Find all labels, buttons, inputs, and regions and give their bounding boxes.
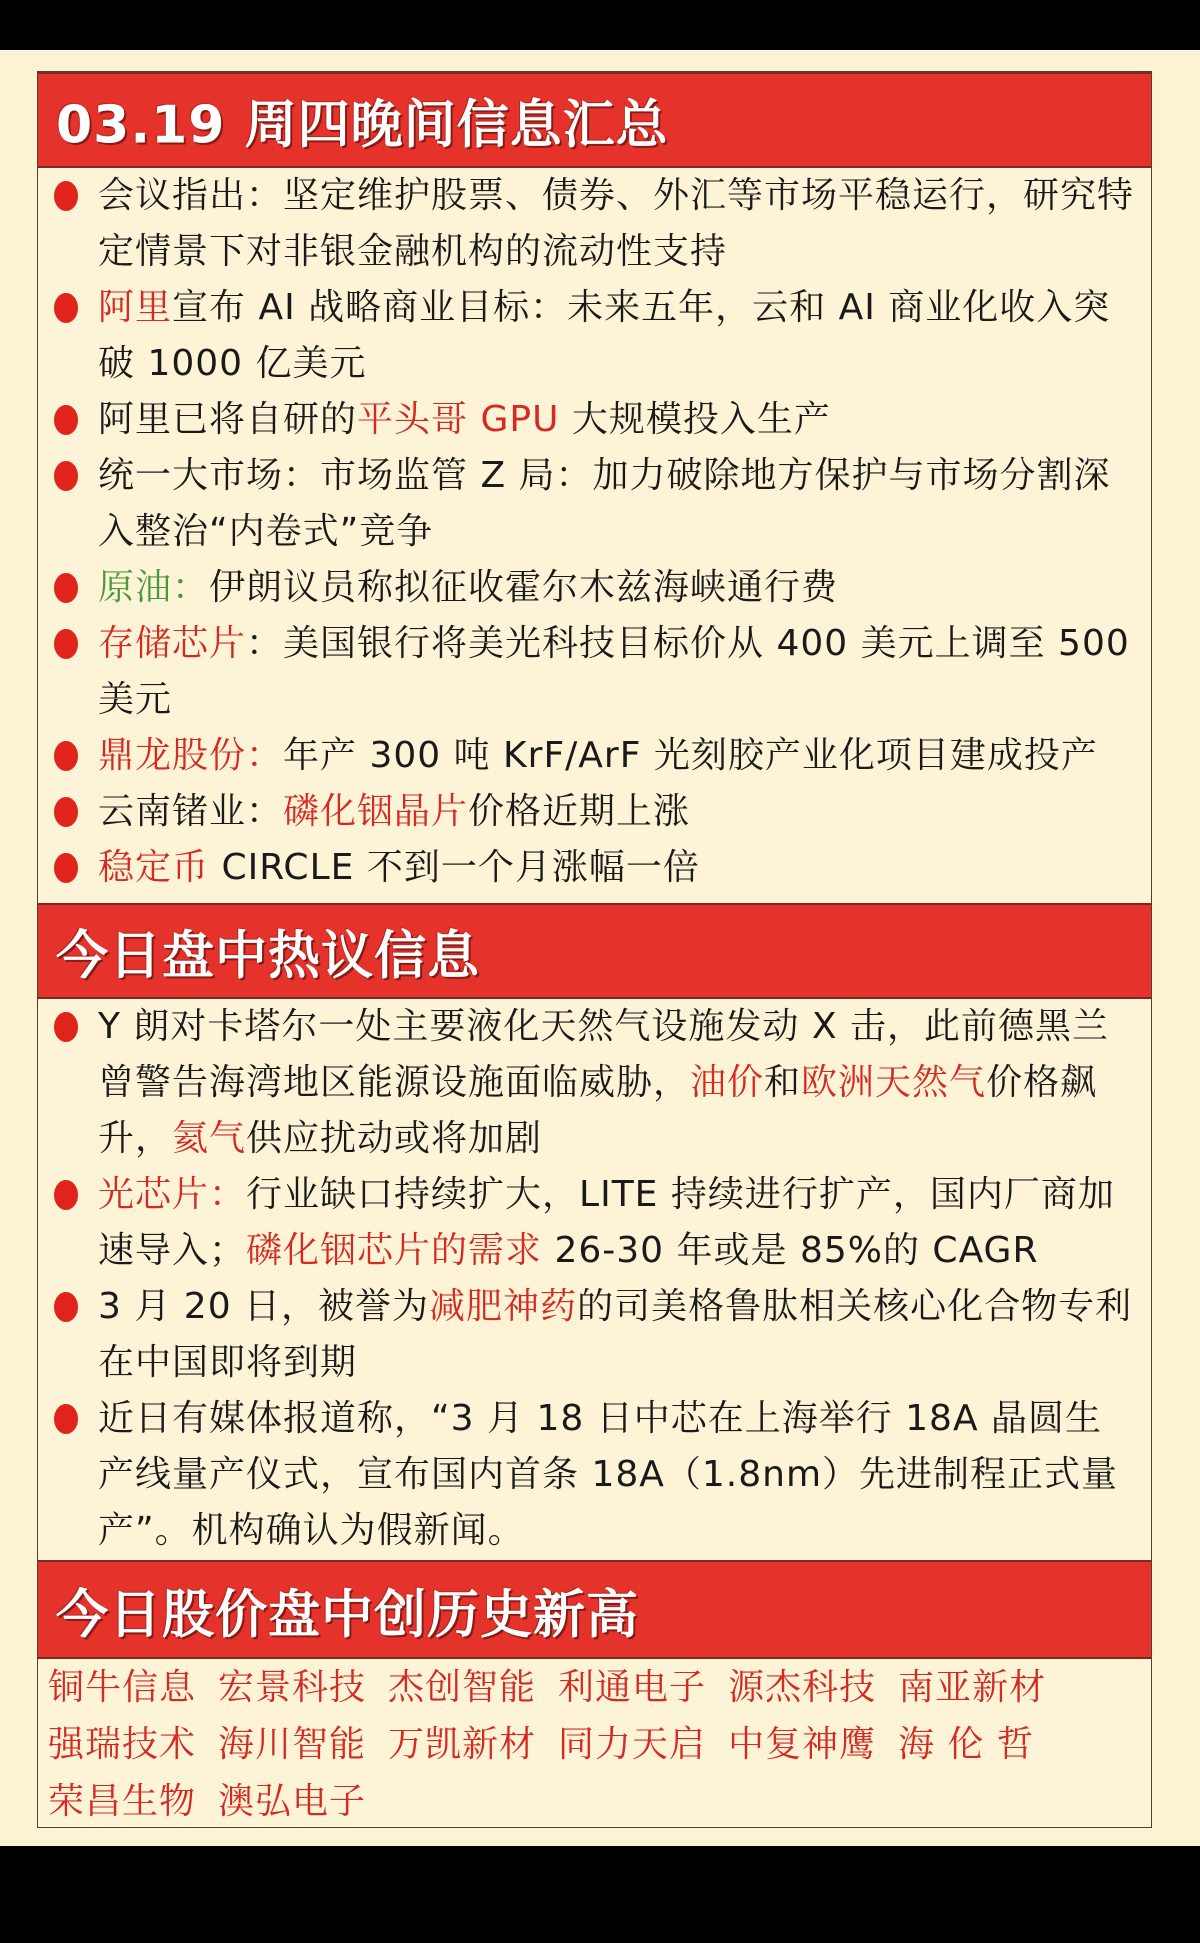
news-text: 供应扰动或将加剧: [246, 1118, 543, 1159]
highlighted-text: 欧洲天然气: [801, 1062, 987, 1103]
bullet-dot-icon: [54, 405, 78, 435]
news-item: [38, 1279, 1151, 1391]
highlighted-text: 氦气: [172, 1118, 247, 1159]
highlighted-text: 阿里: [98, 287, 173, 328]
news-item: [38, 448, 1151, 560]
section-header-intraday-hot-topics: [38, 903, 1151, 999]
news-summary-panel: [37, 71, 1152, 1828]
news-text: 3 月 20 日，被誉为: [98, 1286, 430, 1327]
news-text: 的司美格鲁肽相关核心化合物专利在中国即将到期: [98, 1286, 1133, 1383]
bullet-dot-icon: [54, 1404, 78, 1434]
stock-name: 海 伦 哲: [898, 1724, 1034, 1765]
section-title: 今日股价盘中创历史新高: [56, 1585, 640, 1645]
news-item: [38, 1391, 1151, 1559]
highlighted-text: 光芯片：: [98, 1174, 247, 1215]
news-text: 会议指出：坚定维护股票、债券、外汇等市场平稳运行，研究特定情景下对非银金融机构的流动性支持: [98, 175, 1135, 272]
highlighted-text: 存储芯片: [98, 623, 247, 664]
stock-name: 荣昌生物: [48, 1781, 197, 1822]
section-title: 今日盘中热议信息: [56, 926, 481, 987]
news-item: [38, 784, 1151, 840]
bullet-dot-icon: [54, 461, 78, 491]
news-text: 年产 300 吨 KrF/ArF 光刻胶产业化项目建成投产: [283, 735, 1098, 776]
stock-name: 强瑞技术: [48, 1724, 197, 1765]
top-black-bar: [0, 0, 1200, 50]
highlighted-text: 油价: [690, 1062, 765, 1103]
stock-name: 同力天启: [558, 1724, 707, 1765]
news-item: [38, 168, 1151, 280]
highlighted-text: 磷化铟芯片的需求: [246, 1230, 543, 1271]
stock-name: 利通电子: [558, 1667, 707, 1708]
bullet-dot-icon: [54, 629, 78, 659]
highlighted-text: 平头哥 GPU: [357, 399, 560, 440]
evening-summary-list: [38, 168, 1151, 903]
news-text: 近日有媒体报道称，“3 月 18 日中芯在上海举行 18A 晶圆生产线量产仪式，宣布国内首条 18A（1.8nm）先进制程正式量产”。机构确认为假新闻。: [98, 1398, 1119, 1551]
news-item: [38, 560, 1151, 616]
news-text: 统一大市场：市场监管 Z 局：加力破除地方保护与市场分割深入整治“内卷式”竞争: [98, 455, 1111, 552]
bullet-dot-icon: [54, 741, 78, 771]
highlighted-text: 原油：: [98, 567, 210, 608]
news-item: [38, 280, 1151, 392]
stock-name: 南亚新材: [898, 1667, 1047, 1708]
news-text: 价格近期上涨: [468, 791, 691, 832]
bullet-dot-icon: [54, 181, 78, 211]
highlighted-text: 磷化铟晶片: [283, 791, 469, 832]
news-text: 伊朗议员称拟征收霍尔木兹海峡通行费: [209, 567, 839, 608]
news-item: [38, 616, 1151, 728]
bullet-dot-icon: [54, 1292, 78, 1322]
stock-name: 源杰科技: [728, 1667, 877, 1708]
section-title: 03.19 周四晚间信息汇总: [56, 95, 669, 156]
news-text: 阿里已将自研的: [98, 399, 358, 440]
news-text: ：美国银行将美光科技目标价从 400 美元上调至 500 美元: [98, 623, 1130, 720]
news-text: 云南锗业：: [98, 791, 284, 832]
section-header-record-highs: [38, 1560, 1151, 1659]
bullet-dot-icon: [54, 573, 78, 603]
bullet-dot-icon: [54, 1012, 78, 1042]
highlighted-text: 稳定币: [98, 847, 210, 888]
highlighted-text: 鼎龙股份：: [98, 735, 284, 776]
news-text: 行业缺口持续扩大，LITE 持续进行扩产，国内厂商加速导入；: [98, 1174, 1115, 1271]
bullet-dot-icon: [54, 1180, 78, 1210]
news-text: 26-30 年或是 85%的 CAGR: [542, 1230, 1039, 1271]
news-text: 价格飙升，: [98, 1062, 1098, 1159]
stock-name: 澳弘电子: [218, 1781, 367, 1822]
news-text: Y 朗对卡塔尔一处主要液化天然气设施发动 X 击，此前德黑兰曾警告海湾地区能源设施面临威胁，: [98, 1006, 1109, 1103]
stock-name: 杰创智能: [388, 1667, 537, 1708]
intraday-hot-topics-list: [38, 999, 1151, 1560]
stock-name: 海川智能: [218, 1724, 367, 1765]
stock-name: 铜牛信息: [48, 1667, 197, 1708]
bullet-dot-icon: [54, 797, 78, 827]
section-header-evening-summary: [38, 72, 1151, 168]
stock-name: 中复神鹰: [728, 1724, 877, 1765]
highlighted-text: 减肥神药: [429, 1286, 578, 1327]
news-item: [38, 840, 1151, 896]
news-item: [38, 728, 1151, 784]
bottom-black-bar: [0, 1846, 1200, 1943]
news-item: [38, 999, 1151, 1167]
news-item: [38, 1167, 1151, 1279]
stock-name: 万凯新材: [388, 1724, 537, 1765]
record-high-stocks-list: [38, 1659, 1175, 1830]
news-text: CIRCLE 不到一个月涨幅一倍: [209, 847, 700, 888]
stock-name: 宏景科技: [218, 1667, 367, 1708]
news-text: 大规模投入生产: [559, 399, 831, 440]
bullet-dot-icon: [54, 293, 78, 323]
news-text: 和: [764, 1062, 802, 1103]
news-text: 宣布 AI 战略商业目标：未来五年，云和 AI 商业化收入突破 1000 亿美元: [98, 287, 1111, 384]
news-item: [38, 392, 1151, 448]
bullet-dot-icon: [54, 853, 78, 883]
